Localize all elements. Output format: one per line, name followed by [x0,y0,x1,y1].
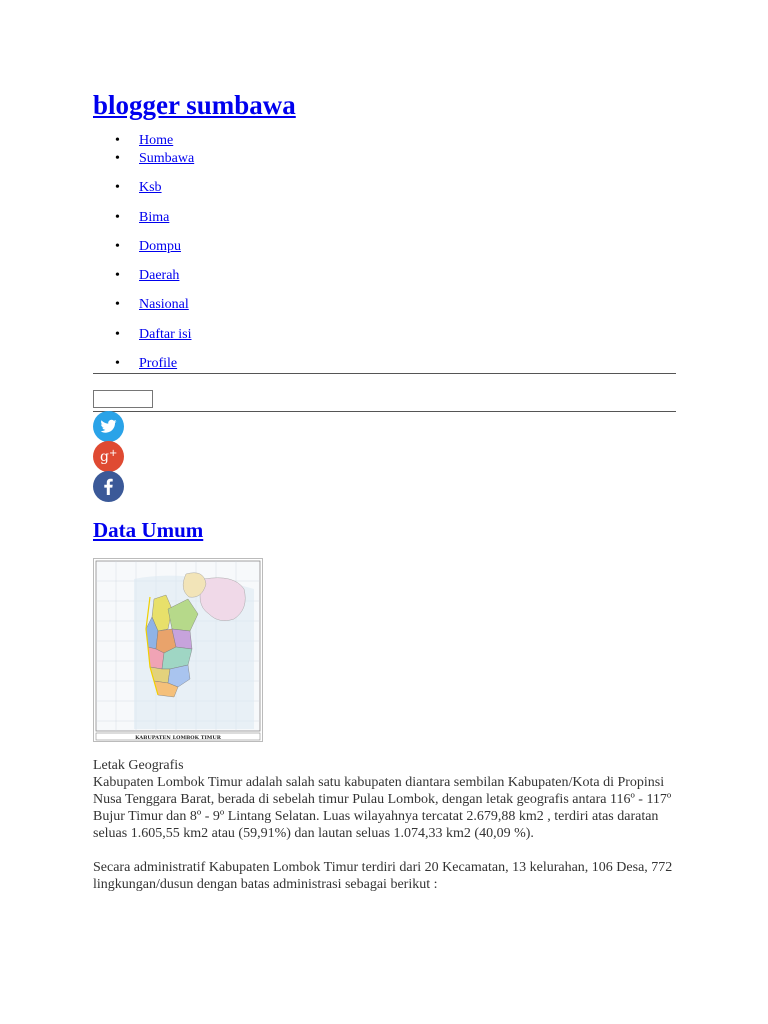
nav-link-sumbawa[interactable]: Sumbawa [139,151,195,166]
post-subheading: Letak Geografis [93,758,184,773]
bullet: • [115,239,120,254]
facebook-share-button[interactable] [93,471,124,502]
nav-link-dompu[interactable]: Dompu [139,239,181,254]
divider [93,373,676,374]
svg-text:g: g [100,449,109,465]
blog-title-link[interactable]: blogger sumbawa [93,90,296,120]
facebook-icon [93,471,124,502]
twitter-icon [93,411,124,442]
google-plus-icon [93,441,124,472]
google-plus-share-button[interactable] [93,441,124,472]
nav-link-ksb[interactable]: Ksb [139,180,162,195]
map-image [93,558,263,742]
map-graphic [94,559,262,741]
map-caption: KABUPATEN LOMBOK TIMUR [135,735,221,741]
bullet: • [115,356,120,371]
search-input[interactable] [93,390,153,408]
bullet: • [115,327,120,342]
nav-link-bima[interactable]: Bima [139,210,170,225]
post-title-link[interactable]: Data Umum [93,518,204,542]
bullet: • [115,133,120,148]
bullet: • [115,210,120,225]
post-title [93,516,203,544]
blog-title [93,88,296,122]
post-paragraph: Secara administratif Kabupaten Lombok Timur terdiri dari 20 Kecamatan, 13 kelurahan, 106 Desa, 772 lingkungan/dusun dengan batas administrasi sebagai berikut : [93,860,673,892]
bullet: • [115,180,120,195]
bullet: • [115,151,120,166]
nav-link-nasional[interactable]: Nasional [139,297,189,312]
twitter-share-button[interactable] [93,411,124,442]
divider [93,411,676,412]
nav-link-profile[interactable]: Profile [139,356,178,371]
bullet: • [115,268,120,283]
post-body [93,757,683,893]
post-paragraph: Kabupaten Lombok Timur adalah salah satu kabupaten diantara sembilan Kabupaten/Kota di Propinsi Nusa Tenggara Barat, berada di sebelah timur Pulau Lombok, dengan letak geografis antara 116º - 117º Bujur Timur dan 8º - 9º Lintang Selatan. Luas wilayahnya tercatat 2.679,88 km2 , terdiri atas daratan seluas 1.605,55 km2 atau (59,91%) dan lautan seluas 1.074,33 km2 (40,09 %). [93,775,672,841]
nav-link-daerah[interactable]: Daerah [139,268,180,283]
nav-link-daftar-isi[interactable]: Daftar isi [139,327,192,342]
bullet: • [115,297,120,312]
svg-text:+: + [109,448,118,459]
nav-link-home[interactable]: Home [139,133,174,148]
